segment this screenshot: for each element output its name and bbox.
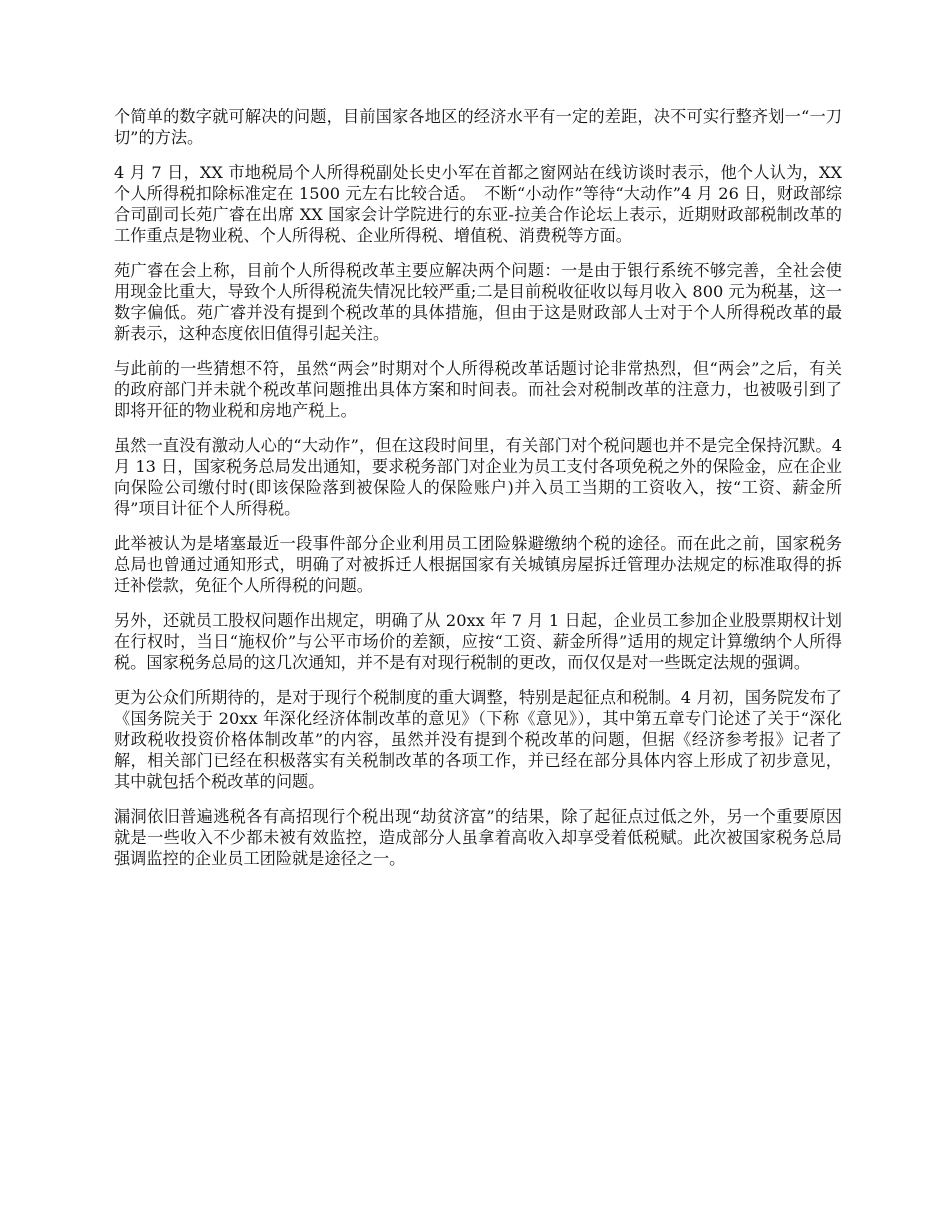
paragraph-3: 苑广睿在会上称，目前个人所得税改革主要应解决两个问题：一是由于银行系统不够完善，全社会使用现金比重大，导致个人所得税流失情况比较严重;二是目前税收征收以每月收入 800 元为税基，这一数字偏低。苑广睿并没有提到个税改革的具体措施，但由于这是财政部人士对于个人所得税改革的最新表示，这种态度依旧值得引起关注。 bbox=[114, 261, 842, 343]
paragraph-8: 更为公众们所期待的，是对于现行个税制度的重大调整，特别是起征点和税制。4 月初，国务院发布了《国务院关于 20xx 年深化经济体制改革的意见》（下称《意见》），其中第五章专门论述了关于“深化财政税收投资价格体制改革”的内容，虽然并没有提到个税改革的问题，但据《经济参考报》记者了解，相关部门已经在积极落实有关税制改革的各项工作，并已经在部分具体内容上形成了初步意见，其中就包括个税改革的问题。 bbox=[114, 688, 842, 791]
paragraph-2: 4 月 7 日，XX 市地税局个人所得税副处长史小军在首都之窗网站在线访谈时表示，他个人认为，XX 个人所得税扣除标准定在 1500 元左右比较合适。 不断“小动作”等待“大动作”4 月 26 日，财政部综合司副司长苑广睿在出席 XX 国家会计学院进行的东亚-拉美合作论坛上表示，近期财政部税制改革的工作重点是物业税、个人所得税、企业所得税、增值税、消费税等方面。 bbox=[114, 163, 842, 245]
paragraph-1: 个简单的数字就可解决的问题，目前国家各地区的经济水平有一定的差距，决不可实行整齐划一“一刀切”的方法。 bbox=[114, 107, 842, 147]
paragraph-5: 虽然一直没有激动人心的“大动作”，但在这段时间里，有关部门对个税问题也并不是完全保持沉默。4 月 13 日，国家税务总局发出通知，要求税务部门对企业为员工支付各项免税之外的保险金，应在企业向保险公司缴付时(即该保险落到被保险人的保险账户)并入员工当期的工资收入，按“工资、薪金所得”项目计征个人所得税。 bbox=[114, 436, 842, 518]
paragraph-6: 此举被认为是堵塞最近一段事件部分企业利用员工团险躲避缴纳个税的途径。而在此之前，国家税务总局也曾通过通知形式，明确了对被拆迁人根据国家有关城镇房屋拆迁管理办法规定的标准取得的拆迁补偿款，免征个人所得税的问题。 bbox=[114, 534, 842, 595]
paragraph-9: 漏洞依旧普遍逃税各有高招现行个税出现“劫贫济富”的结果，除了起征点过低之外，另一个重要原因就是一些收入不少都未被有效监控，造成部分人虽拿着高收入却享受着低税赋。此次被国家税务总局强调监控的企业员工团险就是途径之一。 bbox=[114, 807, 842, 868]
paragraph-4: 与此前的一些猜想不符，虽然“两会”时期对个人所得税改革话题讨论非常热烈，但“两会”之后，有关的政府部门并未就个税改革问题推出具体方案和时间表。而社会对税制改革的注意力，也被吸引到了即将开征的物业税和房地产税上。 bbox=[114, 359, 842, 420]
paragraph-7: 另外，还就员工股权问题作出规定，明确了从 20xx 年 7 月 1 日起，企业员工参加企业股票期权计划在行权时，当日“施权价”与公平市场价的差额，应按“工资、薪金所得”适用的规定计算缴纳个人所得税。国家税务总局的这几次通知，并不是有对现行税制的更改，而仅仅是对一些既定法规的强调。 bbox=[114, 611, 842, 672]
document-body bbox=[114, 106, 842, 883]
